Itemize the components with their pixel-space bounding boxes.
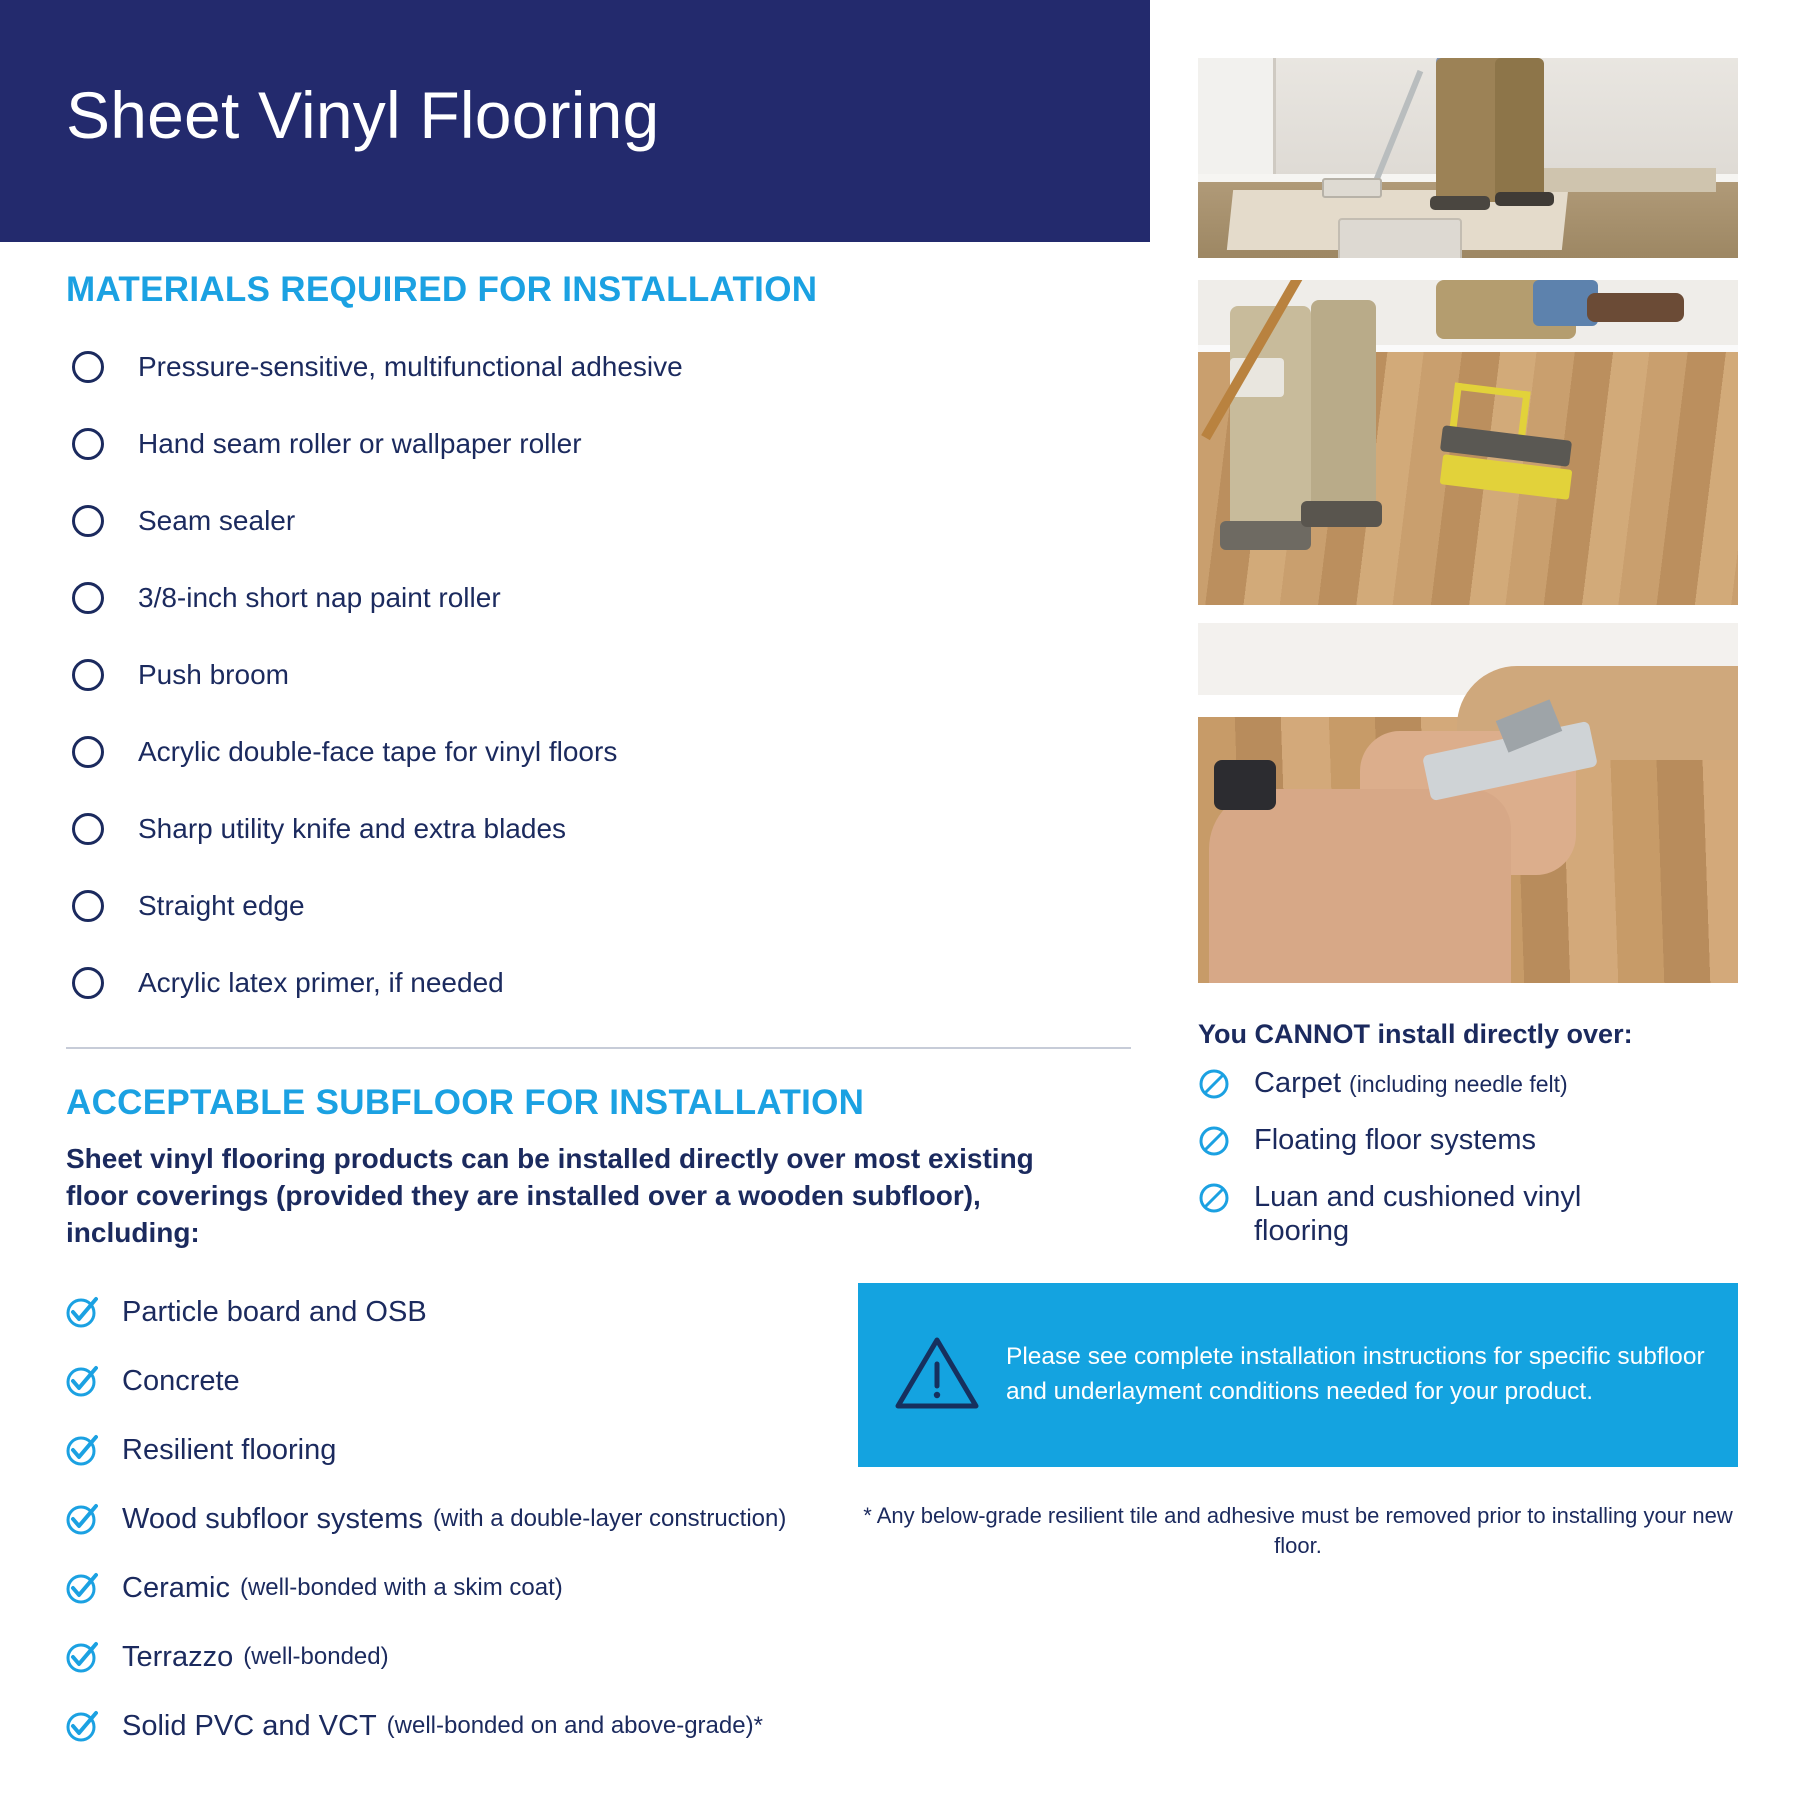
subfloor-label: Solid PVC and VCT [122, 1709, 377, 1742]
material-label: Hand seam roller or wallpaper roller [138, 427, 582, 459]
list-item [66, 944, 1126, 1021]
subfloor-note: (well-bonded with a skim coat) [239, 1574, 563, 1602]
subfloor-section-heading: ACCEPTABLE SUBFLOOR FOR INSTALLATION [66, 1083, 865, 1122]
circle-bullet-icon [72, 428, 104, 460]
check-circle-icon [66, 1572, 98, 1604]
circle-bullet-icon [72, 813, 104, 845]
circle-bullet-icon [72, 582, 104, 614]
material-label: Sharp utility knife and extra blades [138, 812, 567, 844]
material-label: Acrylic double-face tape for vinyl floors [138, 735, 618, 767]
warning-triangle-icon [894, 1334, 980, 1417]
subfloor-label: Resilient flooring [122, 1433, 337, 1466]
installer-rolling-adhesive-photo [1198, 58, 1738, 258]
list-item [66, 713, 1126, 790]
list-item [1198, 1066, 1738, 1101]
subfloor-label: Particle board and OSB [122, 1295, 427, 1328]
circle-bullet-icon [72, 659, 104, 691]
list-item [1198, 1123, 1738, 1158]
header-bar [0, 0, 1150, 242]
list-item [66, 482, 1126, 559]
cannot-label: Floating floor systems [1254, 1123, 1537, 1156]
prohibited-icon [1198, 1068, 1230, 1100]
cannot-note: (including needle felt) [1349, 1071, 1568, 1097]
cannot-label: Luan and cushioned vinyl flooring [1254, 1180, 1582, 1248]
material-label: Seam sealer [138, 504, 296, 536]
list-item [66, 867, 1126, 944]
section-divider [66, 1047, 1131, 1049]
circle-bullet-icon [72, 351, 104, 383]
list-item [66, 328, 1126, 405]
material-label: Straight edge [138, 889, 305, 921]
hands-trimming-vinyl-with-utility-knife-photo [1198, 623, 1738, 983]
list-item [66, 1692, 1126, 1761]
check-circle-icon [66, 1296, 98, 1328]
subfloor-note: (well-bonded) [243, 1643, 389, 1671]
check-circle-icon [66, 1641, 98, 1673]
list-item [66, 1554, 1126, 1623]
list-item [66, 1623, 1126, 1692]
subfloor-note: (well-bonded on and above-grade)* [386, 1712, 763, 1740]
list-item [66, 405, 1126, 482]
circle-bullet-icon [72, 736, 104, 768]
prohibited-icon [1198, 1182, 1230, 1214]
cannot-install-list [1198, 1066, 1738, 1249]
list-item [66, 636, 1126, 713]
subfloor-label: Terrazzo [122, 1640, 234, 1673]
circle-bullet-icon [72, 890, 104, 922]
check-circle-icon [66, 1503, 98, 1535]
material-label: 3/8-inch short nap paint roller [138, 581, 501, 613]
list-item [66, 790, 1126, 867]
materials-section-heading: MATERIALS REQUIRED FOR INSTALLATION [66, 270, 818, 309]
installation-notice-box [858, 1283, 1738, 1467]
list-item [1198, 1180, 1738, 1250]
circle-bullet-icon [72, 967, 104, 999]
material-label: Push broom [138, 658, 289, 690]
check-circle-icon [66, 1434, 98, 1466]
materials-list [66, 328, 1126, 1021]
subfloor-intro-text: Sheet vinyl flooring products can be installed directly over most existing floor coverings (provided they are installed over a wooden subfloor), including: [66, 1143, 1034, 1248]
page-title: Sheet Vinyl Flooring [66, 78, 660, 152]
check-circle-icon [66, 1365, 98, 1397]
installer-push-broom-on-vinyl-photo [1198, 280, 1738, 605]
material-label: Pressure-sensitive, multifunctional adhesive [138, 350, 683, 382]
notice-text: Please see complete installation instructions for specific subfloor and underlayment conditions needed for your product. [1006, 1343, 1705, 1406]
check-circle-icon [66, 1710, 98, 1742]
subfloor-label: Wood subfloor systems [122, 1502, 423, 1535]
list-item [66, 559, 1126, 636]
circle-bullet-icon [72, 505, 104, 537]
subfloor-label: Concrete [122, 1364, 240, 1397]
prohibited-icon [1198, 1125, 1230, 1157]
footnote-text: * Any below-grade resilient tile and adhesive must be removed prior to installing your new floor. [863, 1503, 1733, 1558]
right-content-column [863, 0, 1738, 1561]
subfloor-label: Ceramic [122, 1571, 230, 1604]
subfloor-note: (with a double-layer construction) [432, 1505, 787, 1533]
cannot-install-heading: You CANNOT install directly over: [1198, 1019, 1633, 1049]
material-label: Acrylic latex primer, if needed [138, 966, 504, 998]
cannot-label: Carpet [1254, 1067, 1342, 1099]
